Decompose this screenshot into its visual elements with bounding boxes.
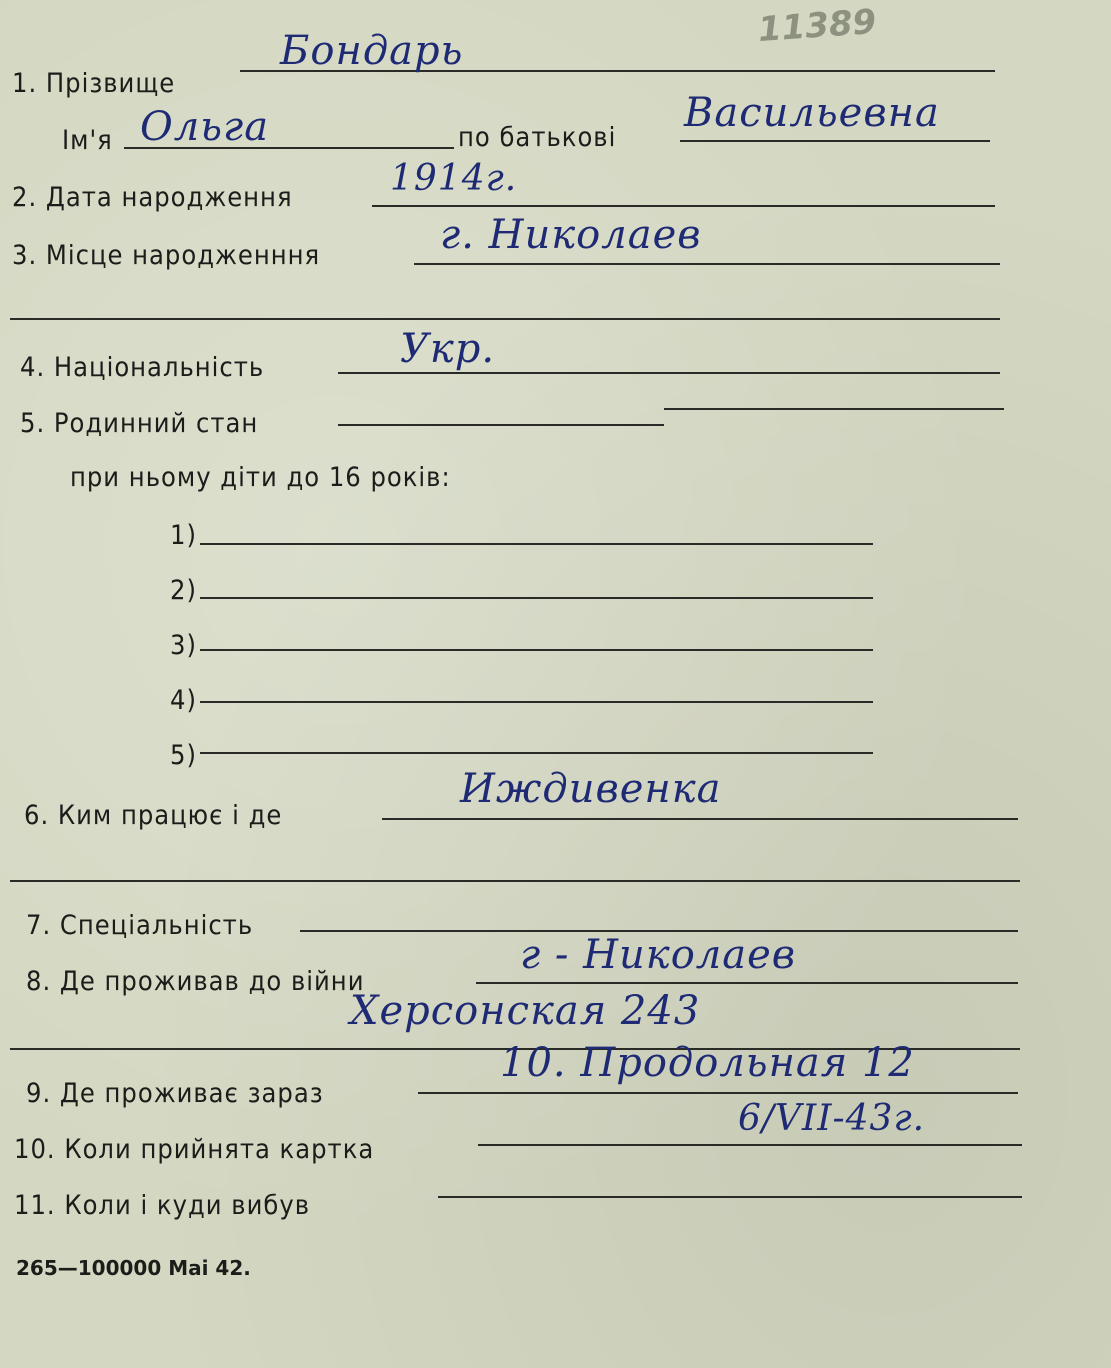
marital-line-2 xyxy=(664,408,1004,410)
child-2-line xyxy=(200,597,873,599)
occupation-value: Иждивенка xyxy=(460,766,722,812)
marital-label: 5. Родинний стан xyxy=(20,408,259,439)
child-4-line xyxy=(200,701,873,703)
surname-label: 1. Прізвище xyxy=(12,68,176,99)
children-label: при ньому діти до 16 років: xyxy=(70,462,451,493)
occupation-label: 6. Ким працює і де xyxy=(24,800,283,831)
first-name-value: Ольга xyxy=(140,104,270,150)
surname-value: Бондарь xyxy=(280,28,464,74)
accepted-line xyxy=(478,1144,1022,1146)
birth-place-line xyxy=(414,263,1000,265)
child-5-line xyxy=(200,752,873,754)
patronymic-value: Васильевна xyxy=(684,90,940,136)
prewar-label: 8. Де проживав до війни xyxy=(26,966,365,997)
accepted-label: 10. Коли прийнята картка xyxy=(14,1134,375,1165)
first-name-label: Ім'я xyxy=(62,125,113,156)
nationality-line xyxy=(338,372,1000,374)
birth-date-label: 2. Дата народження xyxy=(12,182,293,213)
print-run-footer: 265—100000 Маі 42. xyxy=(16,1256,251,1280)
patronymic-line xyxy=(680,140,990,142)
child-3-line xyxy=(200,649,873,651)
birth-date-value: 1914г. xyxy=(390,158,518,199)
child-5-label: 5) xyxy=(170,740,197,771)
birth-date-line xyxy=(372,205,995,207)
child-3-label: 3) xyxy=(170,630,197,661)
birth-place-label: 3. Місце народженння xyxy=(12,240,321,271)
patronymic-label: по батькові xyxy=(458,122,617,153)
child-1-label: 1) xyxy=(170,520,197,551)
child-2-label: 2) xyxy=(170,575,197,606)
child-4-label: 4) xyxy=(170,685,197,716)
departed-line xyxy=(438,1196,1022,1198)
birth-place-line-2 xyxy=(10,318,1000,320)
prewar-line xyxy=(476,982,1018,984)
child-1-line xyxy=(200,543,873,545)
prewar-value-1: г - Николаев xyxy=(520,932,797,978)
current-value: 10. Продольная 12 xyxy=(500,1040,915,1086)
current-line xyxy=(418,1092,1018,1094)
occupation-line xyxy=(382,818,1018,820)
prewar-value-2: Херсонская 243 xyxy=(350,988,701,1034)
nationality-value: Укр. xyxy=(400,326,496,372)
nationality-label: 4. Національність xyxy=(20,352,265,383)
occupation-line-2 xyxy=(10,880,1020,882)
specialty-label: 7. Спеціальність xyxy=(26,910,254,941)
current-label: 9. Де проживає зараз xyxy=(26,1078,324,1109)
marital-line xyxy=(338,424,664,426)
birth-place-value: г. Николаев xyxy=(440,212,702,258)
archive-number: 11389 xyxy=(756,1,878,51)
accepted-value: 6/VII-43г. xyxy=(738,1098,926,1139)
departed-label: 11. Коли і куди вибув xyxy=(14,1190,311,1221)
